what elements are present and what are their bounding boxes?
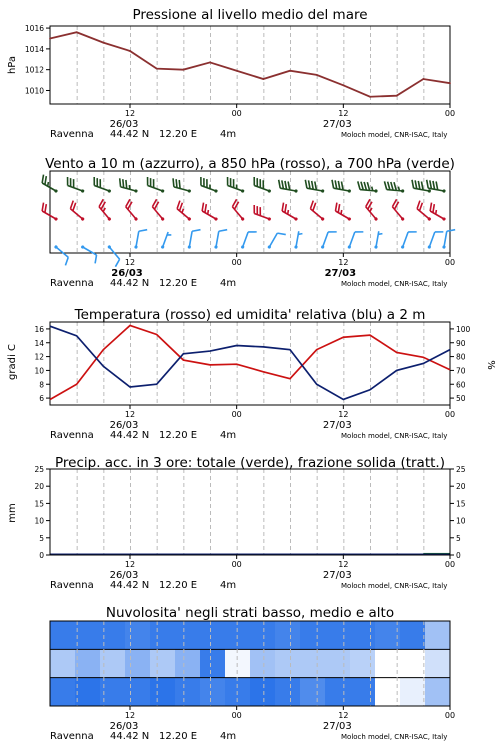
wind-barb — [144, 177, 167, 193]
x-tick-label: 12 — [124, 258, 136, 267]
barb-base — [294, 245, 298, 249]
barb-feather — [357, 181, 361, 189]
wind-barb — [171, 178, 193, 193]
barb-feather — [91, 177, 97, 186]
y-right-tick-label: 50 — [456, 394, 466, 404]
barb-feather — [225, 177, 231, 186]
barb-base — [267, 217, 271, 221]
location-lat: 44.42 N — [110, 278, 150, 289]
barb-feather — [65, 177, 71, 186]
y-right-tick-label: 20 — [456, 482, 466, 492]
cloud-cell — [275, 621, 301, 649]
y-tick-label: 5 — [39, 533, 44, 543]
y-tick-label: 12 — [34, 352, 44, 362]
x-tick-label: 12 — [338, 109, 349, 118]
cloud-cell — [275, 649, 301, 677]
barb-feather — [139, 228, 147, 232]
barb-feather — [251, 177, 257, 186]
barb-staff — [403, 232, 408, 247]
barb-base — [267, 189, 271, 193]
cloud-cell — [425, 678, 451, 706]
y-tick-label: 1012 — [24, 65, 44, 75]
cloud-cell — [350, 678, 376, 706]
wind-barb — [187, 228, 200, 250]
cloud-cell — [200, 621, 226, 649]
y-tick-label: 1014 — [24, 44, 44, 54]
barb-feather — [331, 180, 335, 188]
location-elev: 4m — [220, 129, 237, 140]
cloud-cell — [75, 649, 101, 677]
pressure-point — [129, 50, 131, 52]
temperature-ylabel: gradi C — [7, 344, 18, 380]
wind-barb — [330, 180, 352, 193]
y-tick-label: 1010 — [24, 86, 44, 96]
location-lat: 44.42 N — [110, 580, 150, 591]
wind-title: Vento a 10 m (azzurro), a 850 hPa (rosso), a 700 hPa (verde) — [45, 156, 455, 172]
wind-barb — [241, 229, 257, 252]
clouds-title: Nuvolosita' negli strati basso, medio e alto — [105, 605, 395, 621]
barb-base — [241, 189, 245, 193]
barb-base — [187, 245, 191, 249]
cloud-cell — [175, 621, 201, 649]
location-city: Ravenna — [50, 430, 94, 441]
barb-base — [321, 189, 325, 193]
cloud-cell — [125, 678, 151, 706]
cloud-cell — [400, 649, 426, 677]
wind-barb — [214, 228, 227, 250]
date-label: 26/03 — [111, 268, 143, 279]
barb-base — [294, 189, 298, 193]
barb-feather — [387, 182, 391, 190]
barb-feather — [113, 259, 121, 266]
barb-feather — [390, 182, 394, 190]
humidity-ylabel: % — [485, 360, 496, 370]
wind-barb — [442, 228, 455, 250]
y-right-tick-label: 100 — [456, 324, 471, 334]
date-label: 26/03 — [109, 570, 139, 581]
pressure-point — [422, 78, 424, 80]
barb-half-feather — [181, 209, 185, 213]
barb-feather — [355, 229, 364, 235]
barb-base — [442, 245, 446, 249]
y-right-tick-label: 5 — [456, 533, 461, 543]
cloud-cell — [325, 649, 351, 677]
date-label: 27/03 — [322, 570, 352, 581]
cloud-cell — [125, 621, 151, 649]
barb-feather — [411, 180, 415, 188]
barb-base — [442, 189, 446, 193]
temperature-line — [50, 325, 450, 399]
barb-feather — [280, 180, 284, 188]
precip-frame — [50, 469, 450, 555]
x-tick-label: 12 — [124, 711, 136, 720]
barb-base — [134, 189, 138, 193]
wind-barb — [77, 245, 100, 264]
barb-staff — [349, 232, 354, 247]
x-tick-label: 12 — [124, 560, 136, 569]
y-right-tick-label: 60 — [456, 380, 466, 390]
pressure-point — [49, 38, 51, 40]
barb-feather — [435, 229, 444, 235]
wind-barb — [198, 177, 221, 193]
barb-base — [214, 245, 218, 249]
y-tick-label: 25 — [34, 465, 44, 474]
y-right-tick-label: 10 — [456, 516, 466, 526]
cloud-cell — [250, 621, 276, 649]
wind-barb — [347, 229, 363, 252]
y-tick-label: 10 — [34, 366, 44, 376]
x-tick-label: 00 — [231, 109, 242, 118]
cloud-cell — [150, 678, 176, 706]
date-label: 26/03 — [109, 721, 139, 732]
cloud-cell — [350, 621, 376, 649]
wind-barb — [64, 177, 87, 193]
wind-barb — [277, 180, 299, 193]
pressure-frame — [50, 26, 450, 104]
barb-feather — [284, 181, 288, 189]
barb-base — [347, 245, 351, 249]
pressure-point — [449, 82, 451, 84]
temperature-title: Temperatura (rosso) ed umidita' relativa (blu) a 2 m — [74, 307, 426, 323]
pressure-point — [289, 70, 291, 72]
wind-barb — [174, 201, 196, 222]
precip-ylabel: mm — [7, 503, 18, 523]
pressure-ylabel: hPa — [7, 55, 18, 75]
wind-barb — [374, 231, 383, 249]
y-right-tick-label: 90 — [456, 338, 466, 348]
x-tick-label: 00 — [444, 711, 456, 720]
barb-base — [321, 245, 325, 249]
barb-staff — [189, 231, 192, 247]
wind-barb — [161, 231, 172, 249]
wind-barb — [96, 199, 117, 221]
barb-base — [134, 245, 138, 249]
barb-feather — [428, 180, 432, 188]
wind-barb — [149, 199, 170, 221]
cloud-cell — [325, 678, 351, 706]
barb-base — [427, 245, 431, 249]
wind-barb — [67, 201, 89, 222]
cloud-cell — [225, 621, 251, 649]
cloud-cell — [150, 649, 176, 677]
wind-barb — [332, 203, 355, 222]
cloud-cell — [250, 678, 276, 706]
date-label: 27/03 — [322, 420, 352, 431]
x-tick-label: 12 — [338, 560, 349, 569]
date-label: 27/03 — [322, 721, 352, 732]
wind-barb — [384, 181, 405, 192]
barb-feather — [425, 180, 429, 188]
x-tick-label: 12 — [124, 109, 136, 118]
barb-feather — [93, 255, 100, 263]
wind-barb — [389, 199, 410, 221]
model-credit: Moloch model, CNR-ISAC, Italy — [341, 582, 448, 590]
cloud-cell — [50, 649, 76, 677]
wind-barb — [134, 228, 147, 250]
barb-feather — [334, 180, 338, 188]
wind-barb — [401, 229, 417, 252]
x-tick-label: 00 — [231, 711, 242, 720]
barb-feather — [367, 182, 371, 190]
barb-base — [187, 189, 191, 193]
cloud-cell — [225, 649, 251, 677]
pressure-point — [156, 68, 158, 70]
pressure-point — [182, 69, 184, 71]
y-tick-label: 14 — [34, 338, 44, 348]
cloud-cell — [225, 678, 251, 706]
y-tick-label: 15 — [34, 499, 44, 509]
barb-half-feather — [102, 208, 106, 212]
wind-barb — [123, 199, 144, 221]
cloud-cell — [300, 649, 326, 677]
wind-barb — [267, 230, 286, 253]
model-credit: Moloch model, CNR-ISAC, Italy — [341, 432, 448, 440]
pressure-point — [316, 74, 318, 76]
cloud-cell — [200, 678, 226, 706]
barb-feather — [304, 180, 308, 188]
barb-base — [81, 189, 85, 193]
barb-staff — [83, 247, 97, 255]
y-tick-label: 8 — [39, 380, 44, 390]
humidity-line — [50, 326, 450, 399]
wind-barb — [251, 205, 274, 221]
y-tick-label: 10 — [34, 516, 44, 526]
x-tick-label: 12 — [338, 258, 349, 267]
location-lat: 44.42 N — [110, 430, 150, 441]
wind-barb — [117, 178, 139, 193]
pressure-point — [209, 62, 211, 64]
x-tick-label: 12 — [338, 711, 349, 720]
precip-title: Precip. acc. in 3 ore: totale (verde), frazione solida (tratt.) — [55, 455, 445, 471]
barb-feather — [248, 229, 257, 235]
date-label: 26/03 — [109, 420, 139, 431]
model-credit: Moloch model, CNR-ISAC, Italy — [341, 733, 448, 741]
barb-feather — [251, 205, 257, 214]
location-lat: 44.42 N — [110, 731, 150, 742]
x-tick-label: 00 — [444, 258, 456, 267]
y-tick-label: 20 — [34, 482, 44, 492]
cloud-cell — [300, 621, 326, 649]
x-tick-label: 12 — [338, 410, 349, 419]
barb-base — [427, 189, 431, 193]
wind-barb — [279, 203, 302, 222]
pressure-point — [262, 78, 264, 80]
barb-base — [161, 189, 165, 193]
cloud-cell — [425, 621, 451, 649]
wind-barb — [410, 180, 432, 193]
cloud-cell — [50, 678, 76, 706]
cloud-cell — [325, 621, 351, 649]
cloud-cell — [425, 649, 451, 677]
barb-feather — [307, 180, 311, 188]
cloud-cell — [350, 649, 376, 677]
wind-barb — [363, 199, 384, 221]
pressure-point — [396, 95, 398, 97]
wind-frame — [50, 171, 450, 253]
location-city: Ravenna — [50, 129, 94, 140]
barb-feather — [384, 181, 388, 189]
wind-barb — [50, 245, 72, 266]
barb-base — [107, 189, 111, 193]
wind-barb — [251, 177, 274, 193]
cloud-cell — [275, 678, 301, 706]
y-tick-label: 6 — [39, 394, 44, 404]
wind-barb — [304, 180, 326, 193]
wind-barb — [427, 229, 443, 252]
y-tick-label: 16 — [34, 324, 44, 334]
pressure-point — [76, 31, 78, 33]
barb-base — [401, 245, 405, 249]
y-right-tick-label: 70 — [456, 366, 466, 376]
barb-feather — [171, 178, 176, 187]
date-label: 27/03 — [322, 119, 352, 130]
barb-feather — [328, 229, 337, 235]
y-right-tick-label: 25 — [456, 465, 466, 474]
x-tick-label: 00 — [444, 560, 456, 569]
x-tick-label: 12 — [124, 410, 136, 419]
barb-feather — [363, 182, 367, 190]
barb-feather — [63, 257, 70, 265]
barb-feather — [277, 180, 281, 188]
barb-base — [401, 189, 404, 192]
wind-barb — [224, 177, 247, 193]
barb-staff — [216, 231, 219, 247]
barb-base — [347, 189, 351, 193]
barb-staff — [444, 231, 447, 247]
wind-barb — [102, 245, 123, 267]
pressure-point — [236, 70, 238, 72]
pressure-point — [342, 84, 344, 86]
location-city: Ravenna — [50, 278, 94, 289]
barb-feather — [432, 181, 436, 189]
barb-feather — [277, 231, 285, 238]
location-lon: 12.20 E — [159, 580, 198, 591]
barb-staff — [429, 232, 434, 247]
cloud-cell — [175, 649, 201, 677]
y-right-tick-label: 15 — [456, 499, 466, 509]
barb-staff — [136, 231, 139, 247]
y-tick-label: 1016 — [24, 24, 44, 34]
cloud-cell — [75, 678, 101, 706]
location-city: Ravenna — [50, 580, 94, 591]
wind-barb — [357, 181, 378, 192]
barb-feather — [447, 228, 455, 232]
location-lon: 12.20 E — [159, 731, 198, 742]
barb-feather — [118, 178, 123, 187]
barb-feather — [408, 229, 417, 235]
x-tick-label: 00 — [444, 410, 456, 419]
barb-staff — [56, 247, 68, 257]
wind-barb — [321, 229, 337, 252]
temperature-frame — [50, 322, 450, 405]
cloud-cell — [400, 621, 426, 649]
barb-feather — [337, 181, 341, 189]
barb-base — [374, 245, 378, 249]
cloud-cell — [75, 621, 101, 649]
wind-barb — [294, 231, 303, 249]
model-credit: Moloch model, CNR-ISAC, Italy — [341, 131, 448, 139]
cloud-cell — [175, 678, 201, 706]
location-elev: 4m — [220, 580, 237, 591]
barb-feather — [435, 181, 439, 189]
pressure-line — [50, 32, 450, 96]
y-right-tick-label: 80 — [456, 352, 466, 362]
location-lon: 12.20 E — [159, 430, 198, 441]
location-elev: 4m — [220, 278, 237, 289]
barb-feather — [414, 180, 418, 188]
cloud-cell — [300, 678, 326, 706]
y-tick-label: 0 — [39, 551, 44, 560]
location-lon: 12.20 E — [159, 129, 198, 140]
x-tick-label: 00 — [231, 560, 242, 569]
cloud-cell — [125, 649, 151, 677]
cloud-cell — [200, 649, 226, 677]
model-credit: Moloch model, CNR-ISAC, Italy — [341, 280, 448, 288]
barb-feather — [145, 177, 151, 186]
barb-staff — [323, 232, 328, 247]
wind-barb — [91, 177, 114, 193]
location-lon: 12.20 E — [159, 278, 198, 289]
barb-base — [161, 245, 165, 249]
cloud-cell — [400, 678, 426, 706]
location-elev: 4m — [220, 731, 237, 742]
barb-feather — [310, 181, 314, 189]
barb-staff — [269, 233, 277, 247]
barb-base — [214, 189, 218, 193]
x-tick-label: 00 — [231, 410, 242, 419]
y-right-tick-label: 0 — [456, 551, 461, 560]
barb-feather — [198, 177, 204, 186]
date-label: 26/03 — [109, 119, 139, 130]
location-elev: 4m — [220, 430, 237, 441]
barb-base — [374, 189, 377, 192]
barb-feather — [192, 228, 200, 232]
barb-feather — [360, 182, 364, 190]
pressure-title: Pressione al livello medio del mare — [132, 7, 368, 23]
pressure-point — [369, 96, 371, 98]
x-tick-label: 00 — [231, 258, 242, 267]
cloud-cell — [250, 649, 276, 677]
wind-barb — [307, 201, 329, 222]
barb-feather — [393, 182, 397, 190]
cloud-cell — [150, 621, 176, 649]
barb-staff — [243, 232, 248, 247]
wind-barb — [229, 199, 250, 221]
barb-feather — [417, 181, 421, 189]
x-tick-label: 00 — [444, 109, 456, 118]
location-lat: 44.42 N — [110, 129, 150, 140]
cloud-cell — [50, 621, 76, 649]
barb-base — [241, 245, 245, 249]
location-city: Ravenna — [50, 731, 94, 742]
barb-half-feather — [369, 208, 373, 212]
wind-barb — [199, 203, 222, 222]
date-label: 27/03 — [324, 268, 357, 279]
barb-feather — [219, 228, 227, 232]
pressure-point — [102, 42, 104, 44]
